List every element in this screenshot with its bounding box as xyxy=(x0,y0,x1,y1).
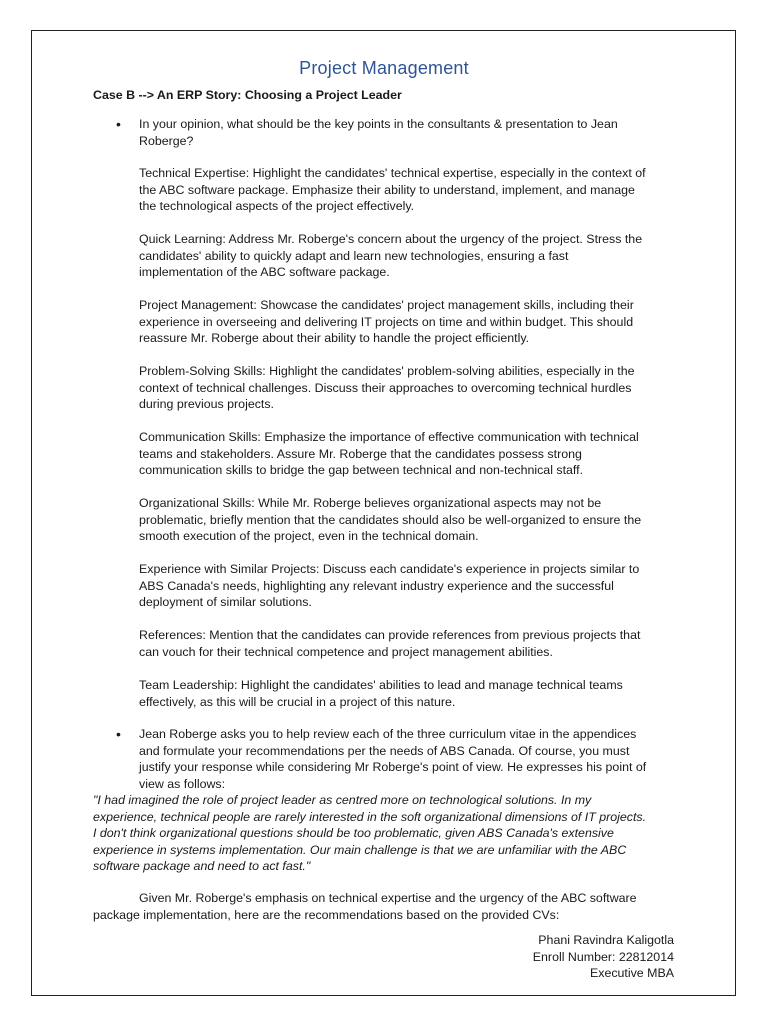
section-line: teams and stakeholders. Assure Mr. Roberge that the candidates possess strong xyxy=(139,446,582,461)
section-line: the ABC software package. Emphasize their ability to understand, implement, and manage xyxy=(139,182,635,197)
roberge-quote xyxy=(93,792,646,875)
quote-line: experience in systems implementation. Our main challenge is that we are unfamiliar with the ABC xyxy=(93,842,627,857)
program-name: Executive MBA xyxy=(589,966,674,980)
section-line: Organizational Skills: While Mr. Roberge believes organizational aspects may not be xyxy=(139,496,602,510)
section-line: during previous projects. xyxy=(139,397,274,411)
section-line: Project Management: Showcase the candidates' project management skills, including their xyxy=(139,298,634,312)
section-team-leadership xyxy=(139,677,623,710)
closing-line: Given Mr. Roberge's emphasis on technical expertise and the urgency of the ABC software xyxy=(139,891,637,905)
section-similar-projects xyxy=(139,561,639,611)
closing-line: package implementation, here are the recommendations based on the provided CVs: xyxy=(93,907,560,922)
quote-line: software package and need to act fast." xyxy=(93,859,311,873)
section-line: candidates' ability to quickly adapt and learn new technologies, ensuring a fast xyxy=(139,248,569,263)
quote-line: "I had imagined the role of project leader as centred more on technological solutions. In my xyxy=(93,793,592,807)
quote-line: I don't think organizational questions should be too problematic, given ABS Canada's extensive xyxy=(93,826,614,840)
page-title: Project Management xyxy=(299,58,469,78)
section-technical-expertise xyxy=(139,165,646,215)
case-heading: Case B --> An ERP Story: Choosing a Project Leader xyxy=(93,88,402,102)
closing-paragraph xyxy=(93,890,637,923)
section-line: problematic, briefly mention that the candidates should also be well-organized to ensure the xyxy=(139,512,642,527)
section-line: context of technical challenges. Discuss their approaches to overcoming technical hurdles xyxy=(139,380,632,395)
author-name: Phani Ravindra Kaligotla xyxy=(538,933,674,947)
section-line: can vouch for their technical competence and project management abilities. xyxy=(139,644,553,659)
section-line: References: Mention that the candidates can provide references from previous projects that xyxy=(139,628,641,642)
question-2-line: and formulate your recommendations per the needs of ABS Canada. Of course, you must xyxy=(139,743,630,758)
question-2-line: view as follows: xyxy=(139,776,226,791)
section-line: Communication Skills: Emphasize the importance of effective communication with technical xyxy=(139,430,639,444)
section-line: ABS Canada's needs, highlighting any relevant industry experience and the successful xyxy=(139,578,614,593)
section-line: Team Leadership: Highlight the candidates' abilities to lead and manage technical teams xyxy=(139,678,623,692)
section-line: effectively, as this will be crucial in a project of this nature. xyxy=(139,694,456,709)
bullet-1: • xyxy=(116,116,121,132)
bullet-2: • xyxy=(116,726,121,742)
section-problem-solving xyxy=(139,363,634,413)
question-2-line: Jean Roberge asks you to help review each of the three curriculum vitae in the appendices xyxy=(139,727,637,741)
section-line: deployment of similar solutions. xyxy=(139,595,312,609)
enroll-number: Enroll Number: 22812014 xyxy=(532,949,674,964)
section-project-management xyxy=(139,297,634,347)
section-line: the technological aspects of the project effectively. xyxy=(139,199,415,213)
section-references xyxy=(139,627,640,660)
question-2 xyxy=(139,726,646,792)
section-line: Experience with Similar Projects: Discuss each candidate's experience in projects similar to xyxy=(139,562,640,576)
section-quick-learning xyxy=(139,231,642,281)
section-communication xyxy=(139,429,639,479)
section-line: smooth execution of the project, even in the technical domain. xyxy=(139,529,479,543)
question-2-line: justify your response while considering Mr Roberge's point of view. He expresses his point of xyxy=(139,760,647,774)
section-line: communication skills to bridge the gap between technical and non-technical staff. xyxy=(139,463,584,477)
signature-block xyxy=(533,932,674,982)
section-line: reassure Mr. Roberge about their ability to handle the project efficiently. xyxy=(139,331,530,345)
section-line: experience in overseeing and delivering IT projects on time and within budget. This should xyxy=(139,314,634,329)
section-line: implementation of the ABC software package. xyxy=(139,265,390,279)
section-line: Quick Learning: Address Mr. Roberge's concern about the urgency of the project. Stress the xyxy=(139,232,643,246)
question-1-line: In your opinion, what should be the key points in the consultants & presentation to Jean xyxy=(139,117,618,131)
section-line: Problem-Solving Skills: Highlight the candidates' problem-solving abilities, especially in the xyxy=(139,364,635,378)
question-1-line: Roberge? xyxy=(139,133,194,148)
quote-line: experience, technical people are rarely interested in the soft organizational dimensions of IT projects. xyxy=(93,809,647,824)
section-organizational xyxy=(139,495,641,545)
question-1 xyxy=(139,116,618,149)
section-line: Technical Expertise: Highlight the candidates' technical expertise, especially in the context of xyxy=(139,166,646,180)
